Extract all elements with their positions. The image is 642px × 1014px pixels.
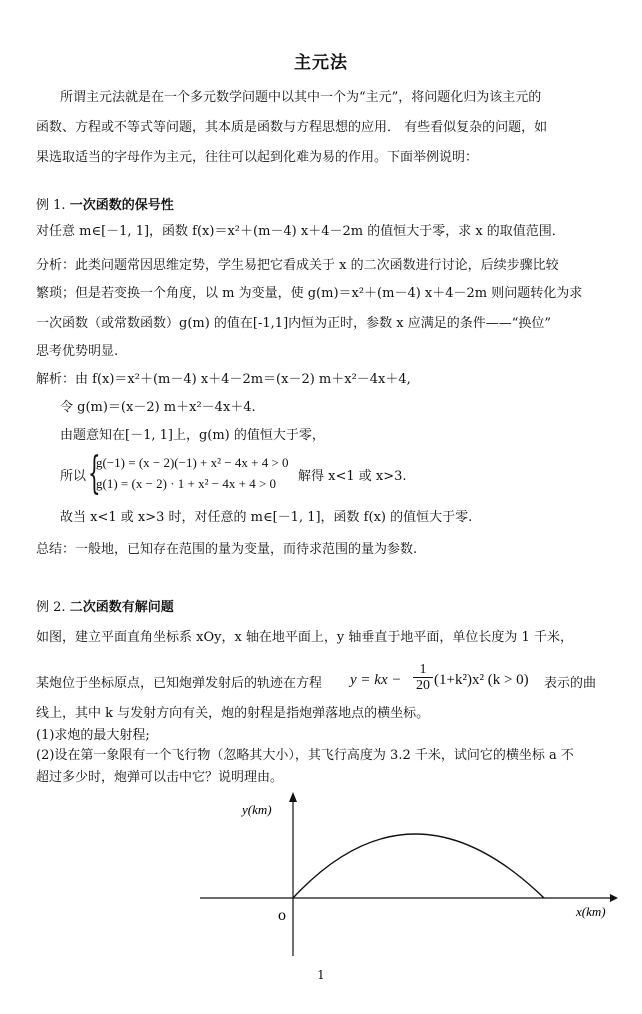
system-result: 解得 x<1 或 x>3. xyxy=(298,469,407,484)
example2-line-1: 如图，建立平面直角坐标系 xOy，x 轴在地平面上，y 轴垂直于地平面，单位长度为 1 千米， xyxy=(36,630,573,645)
fraction-denominator: 20 xyxy=(416,678,430,693)
example2-line-2-suffix: 表示的曲 xyxy=(544,676,597,691)
example1-title: 一次函数的保号性 xyxy=(69,198,174,213)
trajectory-formula-tail: (1+k²)x² (k > 0) xyxy=(434,672,529,688)
intro-line-3: 果选取适当的字母作为主元，往往可以起到化难为易的作用。下面举例说明： xyxy=(36,150,479,165)
example2-formula-line xyxy=(36,662,616,702)
y-axis-label: y(km) xyxy=(242,802,272,817)
example2-question-1: (1)求炮的最大射程; xyxy=(36,728,150,743)
example1-heading xyxy=(36,196,608,216)
example2-line-3: 线上，其中 k 与发射方向有关，炮的射程是指炮弹落地点的横坐标。 xyxy=(36,706,430,721)
trajectory-formula-head: y = kx − xyxy=(350,672,402,688)
analysis-line-4: 思考优势明显. xyxy=(36,344,119,359)
x-axis-arrow-icon xyxy=(610,894,618,902)
origin-label: o xyxy=(278,907,286,924)
page-title: 主元法 xyxy=(294,53,348,73)
system-prefix: 所以 xyxy=(60,469,87,484)
example2-title: 二次函数有解问题 xyxy=(69,600,174,615)
example2-heading xyxy=(36,598,608,618)
inequality-system xyxy=(60,448,620,499)
example1-problem: 对任意 m∈[－1, 1]，函数 f(x)＝x²＋(m－4) x＋4－2m 的值恒大于零，求 x 的取值范围． xyxy=(36,224,565,239)
system-equation-2: g(1) = (x − 2) · 1 + x² − 4x + 4 > 0 xyxy=(96,476,277,491)
example1-summary: 总结：一般地，已知存在范围的量为变量，而待求范围的量为参数. xyxy=(36,542,418,557)
example2-line-2-prefix: 某炮位于坐标原点，已知炮弹发射后的轨迹在方程 xyxy=(36,676,323,691)
example2-question-2b: 超过多少时，炮弹可以击中它？说明理由。 xyxy=(36,770,284,785)
trajectory-fraction xyxy=(413,662,433,694)
intro-line-1: 所谓主元法就是在一个多元数学问题中以其中一个为“主元”，将问题化归为该主元的 xyxy=(60,90,542,105)
page-number: 1 xyxy=(317,968,325,982)
analysis-line-3: 一次函数（或常数函数）g(m) 的值在[-1,1]内恒为正时，参数 x 应满足的条件——“换位” xyxy=(36,316,552,331)
example1-conclusion: 故当 x<1 或 x>3 时，对任意的 m∈[－1, 1]，函数 f(x) 的值恒大于零. xyxy=(60,510,473,525)
system-equation-1: g(−1) = (x − 2)(−1) + x² − 4x + 4 > 0 xyxy=(96,455,289,470)
fraction-numerator: 1 xyxy=(413,662,433,678)
trajectory-graph xyxy=(190,788,620,958)
example2-question-2a: (2)设在第一象限有一个飞行物（忽略其大小），其飞行高度为 3.2 千米，试问它的横坐标 a 不 xyxy=(36,748,574,763)
analysis-line-2: 繁琐；但是若变换一个角度，以 m 为变量，使 g(m)＝x²＋(m－4) x＋4－2m 则问题转化为求 xyxy=(36,286,583,301)
analysis-line-1: 分析：此类问题常因思维定势，学生易把它看成关于 x 的二次函数进行讨论，后续步骤比较 xyxy=(36,258,559,273)
example1-label: 例 1. xyxy=(36,198,66,213)
x-axis-label: x(km) xyxy=(576,904,606,919)
solution-line-3: 由题意知在[－1, 1]上，g(m) 的值恒大于零， xyxy=(60,428,325,443)
intro-line-2: 函数、方程或不等式等问题，其本质是函数与方程思想的应用． 有些看似复杂的问题，如 xyxy=(36,120,548,135)
solution-line-2: 令 g(m)＝(x－2) m＋x²－4x＋4. xyxy=(60,400,256,415)
trajectory-curve xyxy=(293,834,544,898)
solution-line-1: 解析：由 f(x)＝x²＋(m－4) x＋4－2m＝(x－2) m＋x²－4x＋4, xyxy=(36,372,411,387)
example2-label: 例 2. xyxy=(36,600,66,615)
y-axis-arrow-icon xyxy=(289,792,297,802)
brace-icon: { xyxy=(88,448,101,499)
